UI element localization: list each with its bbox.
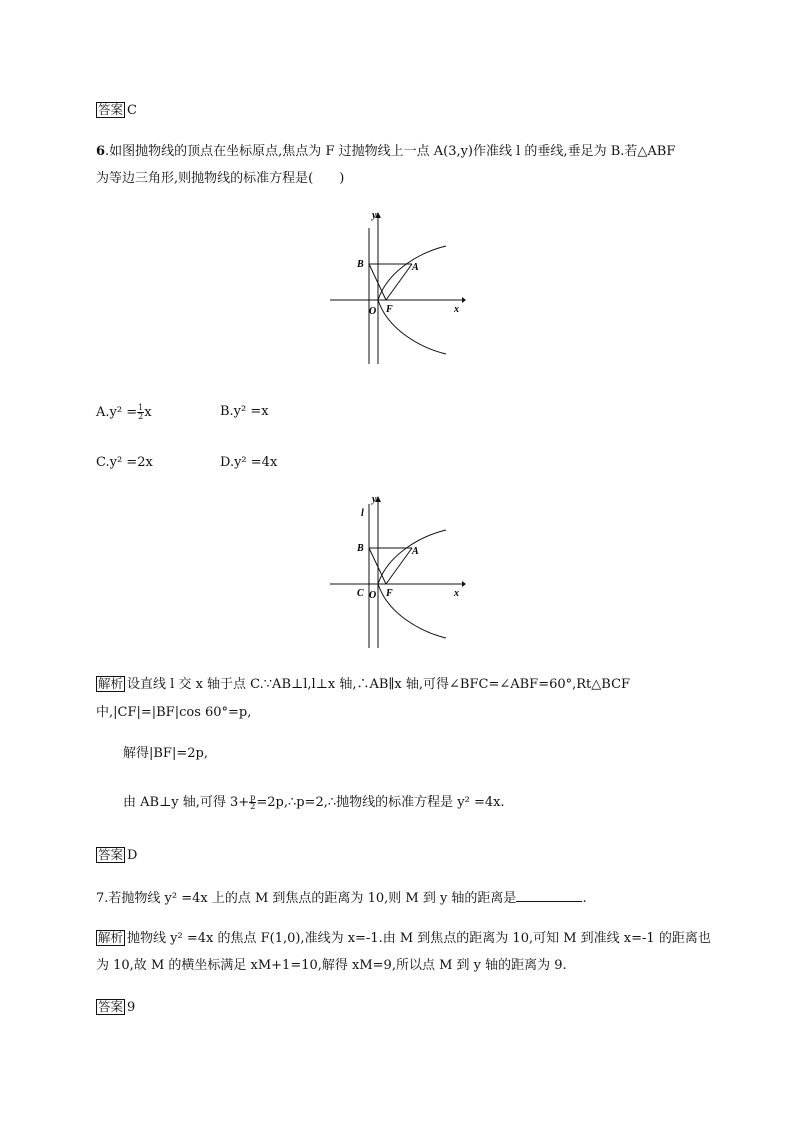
q7-analysis-line2: 为 10,故 M 的横坐标满足 xM+1=10,解得 xM=9,所以点 M 到 y 轴的距离为 9. [96,958,567,973]
parabola-figure-1 [326,208,470,368]
q7-stem-text: .若抛物线 y² =4x 上的点 M 到焦点的距离为 10,则 M 到 y 轴的距离是 [104,891,517,906]
line4-prefix: 由 AB⊥y 轴,可得 3+ [123,795,250,810]
answer-tag: 答案 [98,102,124,117]
label-x: x [454,588,459,599]
frac-num: 1 [138,403,144,412]
q6-number: 6 [96,144,106,159]
answer-tag: 答案 [98,999,124,1014]
label-a: A [412,546,419,557]
label-o: O [369,590,377,601]
answer-value: 9 [127,1000,136,1015]
answer-blank [516,890,582,902]
line4-suffix: =2p,∴p=2,∴抛物线的标准方程是 y² =4x. [256,795,505,810]
option-b: B.y² =x [220,404,269,419]
q6-stem-line2: 为等边三角形,则抛物线的标准方程是( ) [96,171,345,186]
frac-den: 2 [138,412,144,421]
answer-value: D [127,848,138,863]
label-f: F [386,304,393,315]
q6-answer [96,847,137,864]
x-axis-arrow [462,581,466,587]
label-l: l [361,508,364,519]
option-a [96,404,152,421]
label-o: O [369,306,377,317]
q6-analysis-line3: 解得|BF|=2p, [123,746,208,761]
option-c: C.y² =2x [96,455,153,470]
parabola-figure-2 [326,492,470,652]
option-a-suffix: x [144,405,152,420]
label-x: x [454,304,459,315]
q6-line1-text: .如图抛物线的顶点在坐标原点,焦点为 F 过抛物线上一点 A(3,y)作准线 l 的垂线,垂足为 B.若△ABF [105,144,676,159]
q5-answer [96,102,137,119]
q7-analysis-line1 [96,930,711,947]
q7-answer [96,999,135,1016]
label-b: B [357,259,364,270]
q7-number: 7 [96,891,105,906]
answer-value: C [127,103,137,118]
x-axis-arrow [462,297,466,303]
q7-stem-end: . [582,891,587,906]
option-a-prefix: A.y² = [96,405,138,420]
label-b: B [357,543,364,554]
analysis-tag: 解析 [98,676,124,691]
label-f: F [386,588,393,599]
frac-den: 2 [250,802,256,811]
analysis-text: 抛物线 y² =4x 的焦点 F(1,0),准线为 x=-1.由 M 到焦点的距离为 10,可知 M 到准线 x=-1 的距离也 [127,931,711,946]
q6-analysis-line1 [96,676,630,693]
frac-num: p [250,793,256,802]
label-y: y [372,210,377,221]
analysis-text: 设直线 l 交 x 轴于点 C.∵AB⊥l,l⊥x 轴,∴AB∥x 轴,可得∠BFC=∠ABF=60°,Rt△BCF [127,677,631,692]
q6-analysis-line2: 中,|CF|=|BF|cos 60°=p, [96,705,252,720]
q6-analysis-line4 [123,794,505,811]
analysis-tag: 解析 [98,930,124,945]
label-y: y [372,494,377,505]
q6-stem-line1 [96,144,675,160]
q7-stem [96,890,587,907]
option-d: D.y² =4x [220,455,278,470]
answer-tag: 答案 [98,847,124,862]
label-a: A [412,262,419,273]
label-c: C [357,588,364,599]
